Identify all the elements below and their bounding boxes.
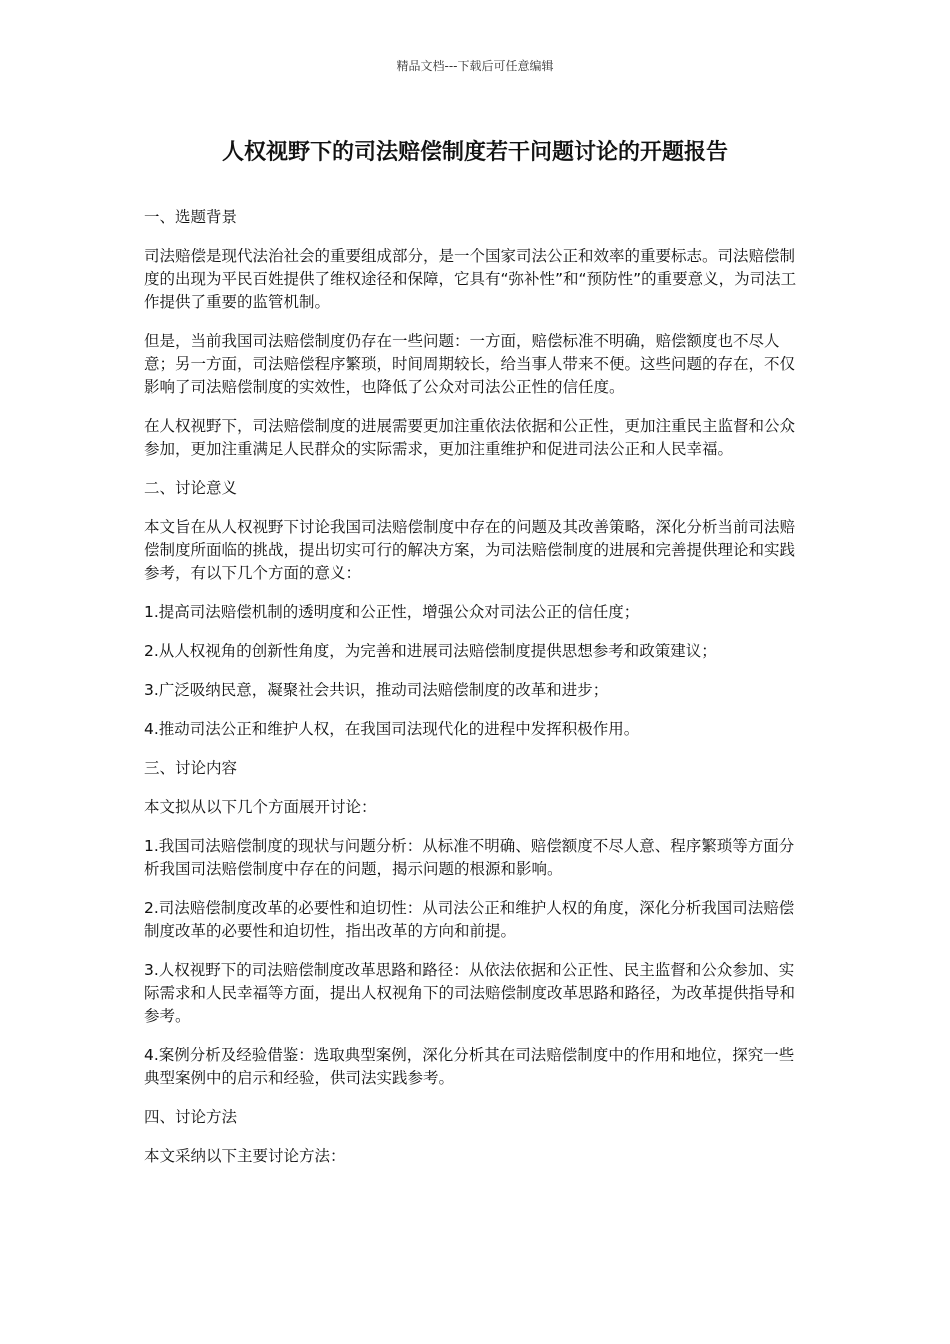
list-item: 4.案例分析及经验借鉴：选取典型案例，深化分析其在司法赔偿制度中的作用和地位，探究一些典型案例中的启示和经验，供司法实践参考。: [144, 1046, 795, 1087]
page-header: 精品文档---下载后可任意编辑: [396, 59, 554, 73]
section-heading-background: 一、选题背景: [144, 208, 238, 226]
paragraph: 本文拟从以下几个方面展开讨论：: [144, 798, 377, 816]
section-heading-content: 三、讨论内容: [144, 759, 238, 777]
list-item: 1.我国司法赔偿制度的现状与问题分析：从标准不明确、赔偿额度不尽人意、程序繁琐等方面分析我国司法赔偿制度中存在的问题，揭示问题的根源和影响。: [144, 837, 795, 878]
section-heading-methods: 四、讨论方法: [144, 1108, 238, 1126]
document-body: [144, 206, 802, 1184]
list-item: 3.人权视野下的司法赔偿制度改革思路和路径：从依法依据和公正性、民主监督和公众参加、实际需求和人民幸福等方面，提出人权视角下的司法赔偿制度改革思路和路径，为改革提供指导和参考。: [144, 961, 796, 1025]
list-item: 2.司法赔偿制度改革的必要性和迫切性：从司法公正和维护人权的角度，深化分析我国司法赔偿制度改革的必要性和迫切性，指出改革的方向和前提。: [144, 899, 795, 940]
paragraph: 司法赔偿是现代法治社会的重要组成部分，是一个国家司法公正和效率的重要标志。司法赔偿制度的出现为平民百姓提供了维权途径和保障，它具有“弥补性”和“预防性”的重要意义，为司法工作提供了重要的监管机制。: [144, 247, 797, 311]
list-item: 2.从人权视角的创新性角度，为完善和进展司法赔偿制度提供思想参考和政策建议；: [144, 642, 717, 660]
list-item: 4.推动司法公正和维护人权，在我国司法现代化的进程中发挥积极作用。: [144, 720, 640, 738]
paragraph: 但是，当前我国司法赔偿制度仍存在一些问题：一方面，赔偿标准不明确，赔偿额度也不尽人意；另一方面，司法赔偿程序繁琐，时间周期较长，给当事人带来不便。这些问题的存在，不仅影响了司法赔偿制度的实效性，也降低了公众对司法公正性的信任度。: [144, 332, 796, 396]
section-heading-significance: 二、讨论意义: [144, 479, 238, 497]
paragraph: 本文采纳以下主要讨论方法：: [144, 1147, 346, 1165]
list-item: 1.提高司法赔偿机制的透明度和公正性，增强公众对司法公正的信任度；: [144, 603, 640, 621]
list-item: 3.广泛吸纳民意，凝聚社会共识，推动司法赔偿制度的改革和进步；: [144, 681, 609, 699]
document-title: 人权视野下的司法赔偿制度若干问题讨论的开题报告: [221, 140, 728, 165]
paragraph: 在人权视野下，司法赔偿制度的进展需要更加注重依法依据和公正性，更加注重民主监督和公众参加，更加注重满足人民群众的实际需求，更加注重维护和促进司法公正和人民幸福。: [144, 417, 796, 458]
paragraph: 本文旨在从人权视野下讨论我国司法赔偿制度中存在的问题及其改善策略，深化分析当前司法赔偿制度所面临的挑战，提出切实可行的解决方案，为司法赔偿制度的进展和完善提供理论和实践参考，有以下几个方面的意义：: [144, 518, 796, 582]
